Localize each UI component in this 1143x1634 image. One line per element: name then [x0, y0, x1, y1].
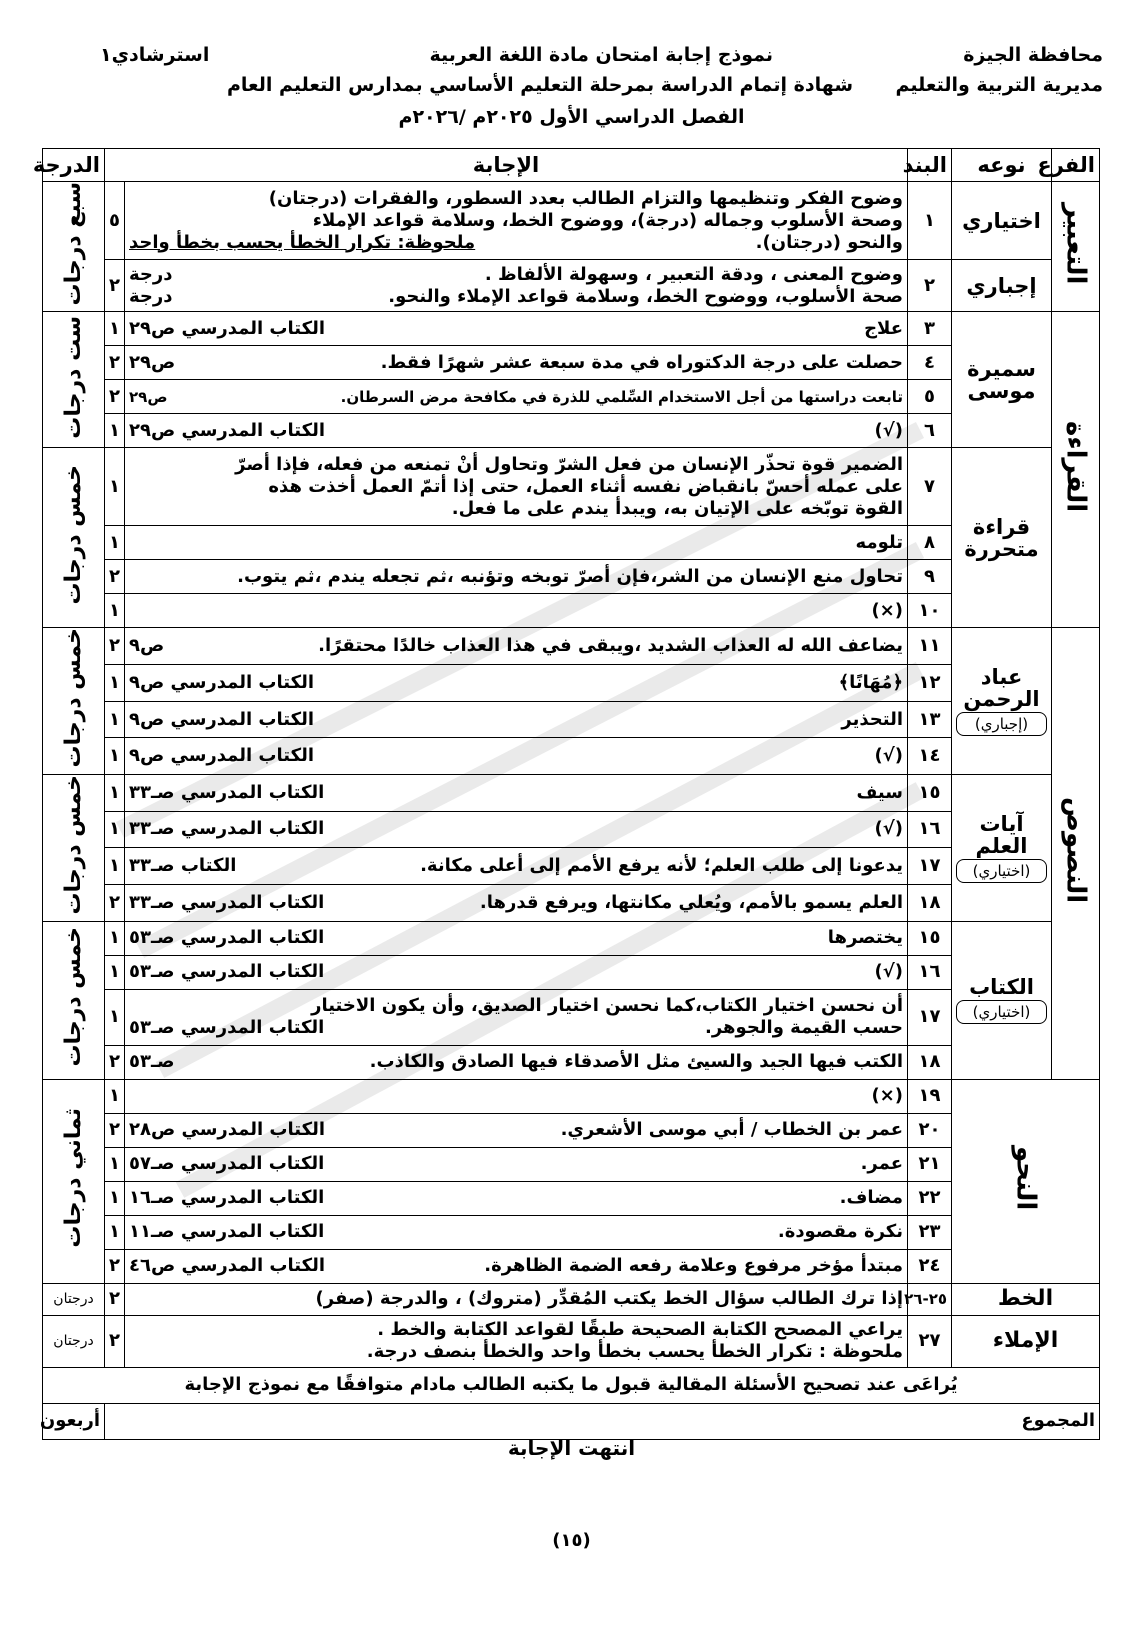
item-number: ١٥ — [908, 921, 952, 955]
section-grade: خمس درجات — [60, 775, 86, 915]
answer-cell: تلومه — [125, 526, 908, 560]
item-grade: ١ — [105, 955, 125, 989]
answer-cell — [125, 414, 908, 448]
page-ref: الكتاب المدرسي ص٩ — [129, 671, 315, 693]
table-row — [43, 1367, 1100, 1403]
section-grade: خمس درجات — [60, 927, 86, 1067]
table-row — [43, 1045, 1100, 1079]
total-value: أربعون — [43, 1403, 105, 1439]
item-number: ١٤ — [908, 738, 952, 775]
item-grade: ٢ — [105, 1249, 125, 1283]
section-grade: درجتان — [43, 1315, 105, 1367]
table-row — [43, 380, 1100, 414]
answer-cell: إذا ترك الطالب سؤال الخط يكتب المُقدِّر (متروك) ، والدرجة (صفر) — [125, 1283, 908, 1315]
answer-cell — [125, 628, 908, 665]
branch-label: الإملاء — [952, 1315, 1100, 1367]
answer-cell — [125, 1249, 908, 1283]
item-grade: ١ — [105, 526, 125, 560]
item-number: ٥ — [908, 380, 952, 414]
section-grade: خمس درجات — [60, 465, 86, 605]
table-row — [43, 921, 1100, 955]
item-grade: ٢ — [105, 380, 125, 414]
section-grade: ست درجات — [60, 315, 86, 439]
page-ref: الكتاب المدرسي ص٢٨ — [129, 1119, 326, 1141]
subtype-label: (إجباري) — [956, 712, 1047, 736]
item-number: ١٣ — [908, 701, 952, 738]
item-number: ١٧ — [908, 848, 952, 885]
table-row — [43, 738, 1100, 775]
exam-title: نموذج إجابة امتحان مادة اللغة العربية — [429, 44, 773, 66]
subtype-label: (اختياري) — [956, 859, 1047, 883]
answer-cell — [125, 1045, 908, 1079]
table-row — [43, 448, 1100, 526]
item-grade: ١ — [105, 414, 125, 448]
item-grade: ١ — [105, 921, 125, 955]
branch-label: القراءة — [1060, 421, 1091, 513]
total-row — [43, 1403, 1100, 1439]
item-number: ٢٢ — [908, 1181, 952, 1215]
page-ref: الكتاب المدرسي ص٢٩ — [129, 419, 326, 441]
type-cell: قراءة متحررة — [952, 448, 1052, 628]
answer-line: وضوح الفكر وتنظيمها والتزام الطالب بعدد السطور، والفقرات (درجتان) — [268, 187, 903, 209]
section-grade: خمس درجات — [60, 628, 86, 769]
page-ref: الكتاب المدرسي صـ٥٧ — [129, 1153, 325, 1175]
item-grade: ١ — [105, 848, 125, 885]
item-number: ١٨ — [908, 884, 952, 921]
item-number: ١١ — [908, 628, 952, 665]
answer-line: أن نحسن اختيار الكتاب،كما نحسن اختيار الصديق، وأن يكون الاختيار — [311, 995, 903, 1017]
answer-text: (√) — [874, 818, 903, 840]
answer-cell — [125, 312, 908, 346]
item-grade: ١ — [105, 738, 125, 775]
section-grade: ثماني درجات — [60, 1108, 86, 1248]
answer-line: والنحو (درجتان). — [755, 231, 903, 253]
item-grade: ٢ — [105, 1315, 125, 1367]
col-answer: الإجابة — [105, 149, 908, 182]
answer-text: يختصرها — [827, 927, 903, 949]
item-grade: ٢ — [105, 260, 125, 312]
answer-cell — [125, 1215, 908, 1249]
col-branch: الفرع — [1052, 149, 1100, 182]
table-row — [43, 260, 1100, 312]
item-number: ٣ — [908, 312, 952, 346]
table-row — [43, 955, 1100, 989]
item-grade: ٢ — [105, 1113, 125, 1147]
answer-cell — [125, 1181, 908, 1215]
answer-cell — [125, 1315, 908, 1367]
answer-line: يراعي المصحح الكتابة الصحيحة طبقًا لقواعد الكتابة والخط . — [377, 1319, 903, 1341]
section-grade: سبع درجات — [60, 182, 86, 306]
answer-cell — [125, 701, 908, 738]
item-grade: ١ — [105, 1147, 125, 1181]
table-row — [43, 1283, 1100, 1315]
table-row — [43, 312, 1100, 346]
directorate: مديرية التربية والتعليم — [895, 74, 1103, 96]
answer-cell — [125, 1079, 908, 1113]
answer-text: مضاف. — [839, 1187, 903, 1209]
branch-label: النحو — [1010, 1145, 1041, 1211]
item-number: ١٠ — [908, 594, 952, 628]
answer-text: عمر بن الخطاب / أبي موسى الأشعري. — [560, 1119, 903, 1141]
page-ref: الكتاب المدرسي ص٢٩ — [129, 317, 326, 339]
answer-cell — [125, 448, 908, 526]
type-label: الكتاب — [969, 975, 1034, 1000]
item-number: ٨ — [908, 526, 952, 560]
table-row — [43, 665, 1100, 702]
col-grade: الدرجة — [43, 149, 105, 182]
item-number: ١ — [908, 182, 952, 260]
answer-line: على عمله أحسّ بانقباض نفسه أثناء العمل، حتى إذا أتمّ العمل أخذت هذه — [268, 475, 903, 497]
item-number: ٢٠ — [908, 1113, 952, 1147]
item-grade: ٥ — [105, 182, 125, 260]
answer-text: حصلت على درجة الدكتوراه في مدة سبعة عشر شهرًا فقط. — [380, 351, 903, 373]
note: ملحوظة: تكرار الخطأ يحسب بخطأ واحد — [129, 231, 476, 253]
item-number: ١٢ — [908, 665, 952, 702]
table-row — [43, 628, 1100, 665]
page-header — [40, 44, 1103, 140]
table-row — [43, 560, 1100, 594]
mark: درجة — [129, 285, 173, 307]
table-row — [43, 346, 1100, 380]
answer-cell — [125, 921, 908, 955]
page-ref: صـ٥٣ — [129, 1051, 175, 1073]
answer-text: يضاعف الله له العذاب الشديد ،ويبقى في هذا العذاب خالدًا محتقرًا. — [318, 635, 903, 657]
item-number: ٢٣ — [908, 1215, 952, 1249]
answer-cell — [125, 989, 908, 1045]
answer-cell — [125, 884, 908, 921]
table-row — [43, 811, 1100, 848]
table-row — [43, 701, 1100, 738]
item-number: ٩ — [908, 560, 952, 594]
table-row — [43, 1315, 1100, 1367]
item-grade: ١ — [105, 1079, 125, 1113]
item-number: ١٥ — [908, 775, 952, 812]
item-grade: ٢ — [105, 1283, 125, 1315]
page-ref: الكتاب المدرسي ص٩ — [129, 745, 315, 767]
table-row — [43, 989, 1100, 1045]
answer-text: عمر. — [860, 1153, 903, 1175]
table-row — [43, 775, 1100, 812]
answer-line: الضمير قوة تحذّر الإنسان من فعل الشرّ وتحاول أنْ تمنعه من فعله، فإذا أصرّ — [235, 453, 903, 475]
table-row — [43, 594, 1100, 628]
answer-cell — [125, 346, 908, 380]
answer-cell — [125, 260, 908, 312]
col-type: نوعه — [952, 149, 1052, 182]
answer-cell — [125, 738, 908, 775]
answer-text: الكتب فيها الجيد والسيئ مثل الأصدقاء فيها الصادق والكاذب. — [369, 1051, 903, 1073]
table-row — [43, 1147, 1100, 1181]
page-ref: الكتاب المدرسي صـ٣٣ — [129, 781, 325, 803]
answer-line: وضوح المعنى ، ودقة التعبير ، وسهولة الألفاظ . — [484, 263, 903, 285]
answer-text: ﴿مُهَانًا﴾ — [838, 671, 903, 693]
page-ref: الكتاب صـ٣٣ — [129, 855, 237, 877]
answer-text: يدعونا إلى طلب العلم؛ لأنه يرفع الأمم إلى أعلى مكانة. — [420, 855, 903, 877]
page-ref: ص٢٩ — [129, 351, 176, 373]
page-ref: الكتاب المدرسي ص٤٦ — [129, 1255, 326, 1277]
page-ref: الكتاب المدرسي صـ١٦ — [129, 1187, 325, 1209]
item-number: ٢٤ — [908, 1249, 952, 1283]
table-row — [43, 414, 1100, 448]
item-number: ٤ — [908, 346, 952, 380]
answer-text: العلم يسمو بالأمم، ويُعلي مكانتها، ويرفع قدرها. — [479, 891, 903, 913]
answer-line: حسب القيمة والجوهر. — [705, 1017, 903, 1039]
type-cell: سميرة موسى — [952, 312, 1052, 448]
type-cell: اختياري — [952, 182, 1052, 260]
table-row — [43, 1113, 1100, 1147]
answer-cell — [125, 1113, 908, 1147]
answer-cell: (×) — [125, 594, 908, 628]
item-grade: ١ — [105, 312, 125, 346]
item-number: ٢٧ — [908, 1315, 952, 1367]
correction-note: يُراعَى عند تصحيح الأسئلة المقالية قبول ما يكتبه الطالب مادام متوافقًا مع نموذج الإجابة — [43, 1367, 1100, 1403]
item-grade: ١ — [105, 448, 125, 526]
table-row — [43, 848, 1100, 885]
answer-cell — [125, 811, 908, 848]
table-row — [43, 1249, 1100, 1283]
branch-label: الخط — [952, 1283, 1100, 1315]
item-grade: ٢ — [105, 346, 125, 380]
answer-text: تابعت دراستها من أجل الاستخدام السِّلمي للذرة في مكافحة مرض السرطان. — [340, 387, 903, 406]
item-grade: ١ — [105, 1215, 125, 1249]
answer-cell — [125, 665, 908, 702]
item-number: ٢٥-٢٦ — [908, 1283, 952, 1315]
item-number: ١٦ — [908, 811, 952, 848]
answer-line: صحة الأسلوب، ووضوح الخط، وسلامة قواعد الإملاء والنحو. — [388, 285, 903, 307]
table-row — [43, 526, 1100, 560]
item-grade: ١ — [105, 665, 125, 702]
type-cell: إجباري — [952, 260, 1052, 312]
col-item: البند — [908, 149, 952, 182]
mark: درجة — [129, 263, 173, 285]
item-grade: ١ — [105, 989, 125, 1045]
page-ref: ص٢٩ — [129, 387, 168, 406]
answer-line: وصحة الأسلوب وجماله (درجة)، ووضوح الخط، وسلامة قواعد الإملاء — [312, 209, 903, 231]
answer-text: نكرة مقصودة. — [777, 1221, 903, 1243]
answer-cell — [125, 955, 908, 989]
item-number: ٦ — [908, 414, 952, 448]
answer-text: علاج — [864, 317, 903, 339]
item-number: ٢ — [908, 260, 952, 312]
answer-cell: تحاول منع الإنسان من الشر،فإن أصرّ توبخه وتؤنبه ،ثم تجعله يندم ،ثم يتوب. — [125, 560, 908, 594]
answer-text: (√) — [874, 961, 903, 983]
answer-text: مبتدأ مؤخر مرفوع وعلامة رفعه الضمة الظاهرة. — [484, 1255, 903, 1277]
answer-cell — [125, 775, 908, 812]
section-grade: درجتان — [43, 1283, 105, 1315]
item-grade: ٢ — [105, 884, 125, 921]
page-ref: الكتاب المدرسي صـ٥٣ — [129, 927, 325, 949]
branch-label: النصوص — [1060, 797, 1091, 904]
answer-text: (√) — [874, 419, 903, 441]
page-ref: الكتاب المدرسي صـ٣٣ — [129, 891, 325, 913]
answer-line: ملحوظة : تكرار الخطأ يحسب بخطأ واحد والخطأ بنصف درجة. — [366, 1341, 903, 1363]
item-grade: ٢ — [105, 560, 125, 594]
page-ref: الكتاب المدرسي صـ٥٣ — [129, 961, 325, 983]
item-grade: ١ — [105, 701, 125, 738]
answer-cell — [125, 380, 908, 414]
answer-cell — [125, 1147, 908, 1181]
table-row — [43, 1079, 1100, 1113]
type-label: عباد الرحمن — [963, 665, 1040, 712]
certificate: شهادة إتمام الدراسة بمرحلة التعليم الأساسي بمدارس التعليم العام — [226, 74, 853, 96]
page-ref: الكتاب المدرسي صـ١١ — [129, 1221, 325, 1243]
answer-text: سيف — [856, 781, 903, 803]
governorate: محافظة الجيزة — [963, 44, 1103, 66]
answer-cell — [125, 182, 908, 260]
item-number: ٢١ — [908, 1147, 952, 1181]
table-header-row — [43, 149, 1100, 182]
item-number: ١٨ — [908, 1045, 952, 1079]
answer-text: التحذير — [841, 708, 903, 730]
table-row — [43, 884, 1100, 921]
answer-text: (√) — [874, 745, 903, 767]
guide-label: استرشادي١ — [100, 44, 210, 66]
table-row — [43, 1215, 1100, 1249]
total-label: المجموع — [105, 1403, 1100, 1439]
subtype-label: (اختياري) — [956, 1000, 1047, 1024]
table-row — [43, 182, 1100, 260]
item-number: ١٧ — [908, 989, 952, 1045]
semester: الفصل الدراسي الأول ٢٠٢٥م /٢٠٢٦م — [398, 106, 745, 128]
branch-label: التعبير — [1060, 203, 1091, 285]
item-number: ٧ — [908, 448, 952, 526]
item-grade: ١ — [105, 594, 125, 628]
type-label: آيات العلم — [975, 811, 1028, 858]
item-grade: ١ — [105, 1181, 125, 1215]
item-number: ١٦ — [908, 955, 952, 989]
page-ref: الكتاب المدرسي صـ٥٣ — [129, 1017, 325, 1039]
answer-line: القوة توبّخه على الإتيان به، ويبدأ يندم على ما فعل. — [451, 497, 903, 519]
end-text: انتهت الإجابة — [507, 1436, 636, 1460]
answer-key-table — [32, 148, 1100, 1440]
answer-text: (×) — [871, 1085, 903, 1107]
page-number: (١٥) — [552, 1530, 591, 1551]
page-ref: الكتاب المدرسي ص٩ — [129, 708, 315, 730]
item-grade: ٢ — [105, 628, 125, 665]
item-grade: ١ — [105, 811, 125, 848]
item-grade: ١ — [105, 775, 125, 812]
answer-cell — [125, 848, 908, 885]
page-ref: الكتاب المدرسي صـ٣٣ — [129, 818, 325, 840]
page-ref: ص٩ — [129, 635, 165, 657]
item-grade: ٢ — [105, 1045, 125, 1079]
table-row — [43, 1181, 1100, 1215]
item-number: ١٩ — [908, 1079, 952, 1113]
